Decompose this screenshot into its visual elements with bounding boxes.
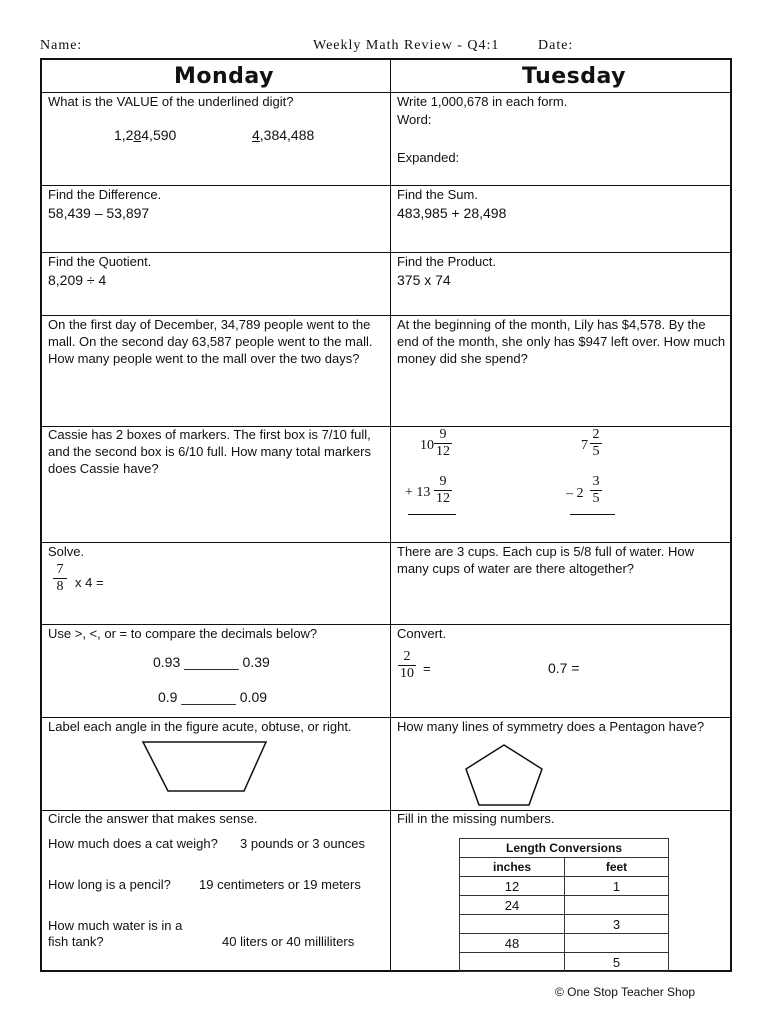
monday-r6-question: Solve. (48, 544, 85, 559)
monday-r2-expression: 58,439 – 53,897 (48, 205, 150, 221)
monday-r7-question: Use >, <, or = to compare the decimals below? (48, 626, 318, 641)
monday-r6-fraction (53, 562, 67, 595)
decimal: 0.93 (153, 654, 181, 670)
monday-heading: Monday (174, 64, 274, 89)
denominator: 5 (590, 443, 602, 460)
tuesday-r8-question: How many lines of symmetry does a Pentagon have? (397, 719, 705, 734)
tuesday-r7-question: Convert. (397, 626, 447, 641)
inches-cell (460, 915, 565, 934)
tuesday-r3-expression: 375 x 74 (397, 272, 451, 288)
tuesday-r5-p2-bottom-frac (590, 474, 602, 507)
tuesday-r5-p2-sum-line (570, 514, 615, 515)
monday-r5-question: Cassie has 2 boxes of markers. The first box is 7/10 full, and the second box is 6/10 full. How many total markers does Cassie have? (48, 427, 371, 476)
tuesday-r5-p1-bottom-whole: + 13 (405, 485, 431, 500)
monday-r4-question: On the first day of December, 34,789 people went to the mall. On the second day 63,587 people went to the mall. How many people went to the mall over the two days? (48, 317, 373, 366)
tuesday-r7-equals: = (423, 661, 431, 676)
tuesday-r1-question: Write 1,000,678 in each form. (397, 94, 568, 109)
feet-cell: 3 (565, 915, 669, 934)
digits: 4,590 (141, 127, 177, 143)
tuesday-r1-expanded: Expanded: (397, 150, 460, 165)
monday-r9-q3b: fish tank? (48, 934, 104, 949)
name-label: Name: (40, 38, 83, 53)
denominator: 8 (53, 578, 67, 595)
tuesday-r7-decimal: 0.7 = (548, 660, 580, 676)
monday-r9-q2: How long is a pencil? (48, 877, 171, 892)
copyright-footer: © One Stop Teacher Shop (555, 985, 696, 999)
tuesday-r5-p1-top-whole: 10 (420, 438, 434, 453)
tuesday-r5-p1-bottom-frac (434, 474, 452, 507)
monday-r3-expression: 8,209 ÷ 4 (48, 272, 107, 288)
denominator: 12 (436, 491, 450, 506)
digits: 1,2 (114, 127, 134, 143)
inches-cell (460, 953, 565, 972)
answer-blank: _______ (181, 689, 236, 705)
pentagon-figure (462, 742, 546, 808)
tuesday-r5-p2-top-whole: 7 (581, 438, 588, 453)
monday-r1-number2 (252, 127, 314, 144)
table-row (460, 934, 669, 953)
numerator: 3 (592, 474, 600, 489)
numerator: 2 (592, 427, 600, 442)
tuesday-r9-question: Fill in the missing numbers. (397, 811, 555, 826)
denominator: 10 (400, 666, 414, 681)
tuesday-r4-question: At the beginning of the month, Lily has $4,578. By the end of the month, she only has $947 left over. How much money did she spend? (397, 317, 726, 366)
feet-cell (565, 896, 669, 915)
trapezoid-figure (140, 740, 270, 795)
monday-r8-question: Label each angle in the figure acute, obtuse, or right. (48, 719, 352, 734)
monday-r2-question: Find the Difference. (48, 187, 162, 202)
table-row (460, 896, 669, 915)
length-conversions-table (459, 838, 669, 972)
column-header-feet: feet (565, 858, 669, 877)
monday-r1-question: What is the VALUE of the underlined digit? (48, 94, 294, 109)
monday-r9-question: Circle the answer that makes sense. (48, 811, 258, 826)
monday-r9-a1: 3 pounds or 3 ounces (240, 836, 366, 851)
tuesday-r5-p2-bottom-whole: – 2 (566, 486, 584, 501)
monday-r6-expression: x 4 = (75, 575, 104, 590)
tuesday-r7-fraction (398, 649, 416, 682)
monday-r9-a2: 19 centimeters or 19 meters (199, 877, 361, 892)
denominator: 12 (436, 444, 450, 459)
tuesday-r3-question: Find the Product. (397, 254, 496, 269)
numerator: 2 (403, 649, 411, 664)
denominator: 5 (590, 490, 602, 507)
table-row (460, 953, 669, 972)
decimal: 0.39 (242, 654, 270, 670)
tuesday-r2-expression: 483,985 + 28,498 (397, 205, 507, 221)
monday-r1-number1 (114, 127, 176, 144)
tuesday-r5-p1-sum-line (408, 514, 456, 515)
underlined-digit: 8 (133, 127, 142, 143)
table-title: Length Conversions (460, 839, 669, 858)
table-row (460, 877, 669, 896)
tuesday-r1-word: Word: (397, 112, 432, 127)
column-divider (390, 60, 391, 970)
inches-cell: 48 (460, 934, 565, 953)
date-label: Date: (538, 38, 574, 53)
worksheet-title: Weekly Math Review - Q4:1 (313, 38, 500, 53)
tuesday-heading: Tuesday (522, 64, 627, 89)
decimal: 0.9 (158, 689, 178, 705)
feet-cell: 5 (565, 953, 669, 972)
monday-r9-q1: How much does a cat weigh? (48, 836, 218, 851)
digits: ,384,488 (259, 127, 315, 143)
inches-cell: 12 (460, 877, 565, 896)
numerator: 7 (56, 562, 64, 577)
tuesday-r6-question: There are 3 cups. Each cup is 5/8 full of water. How many cups of water are there altogether? (397, 544, 694, 576)
table-row (460, 915, 669, 934)
monday-r7-compare-b (158, 689, 267, 706)
feet-cell: 1 (565, 877, 669, 896)
monday-r9-q3a: How much water is in a (48, 918, 183, 933)
monday-r7-compare-a (153, 654, 270, 671)
tuesday-r5-p1-top-frac (434, 427, 452, 460)
numerator: 9 (439, 474, 447, 489)
inches-cell: 24 (460, 896, 565, 915)
monday-r9-a3: 40 liters or 40 milliliters (222, 934, 355, 949)
tuesday-r5-p2-top-frac (590, 427, 602, 460)
column-header-inches: inches (460, 858, 565, 877)
underlined-digit: 4 (252, 127, 260, 143)
numerator: 9 (439, 427, 447, 442)
answer-blank: _______ (184, 654, 239, 670)
decimal: 0.09 (239, 689, 268, 705)
tuesday-r2-question: Find the Sum. (397, 187, 478, 202)
feet-cell (565, 934, 669, 953)
monday-r3-question: Find the Quotient. (48, 254, 152, 269)
